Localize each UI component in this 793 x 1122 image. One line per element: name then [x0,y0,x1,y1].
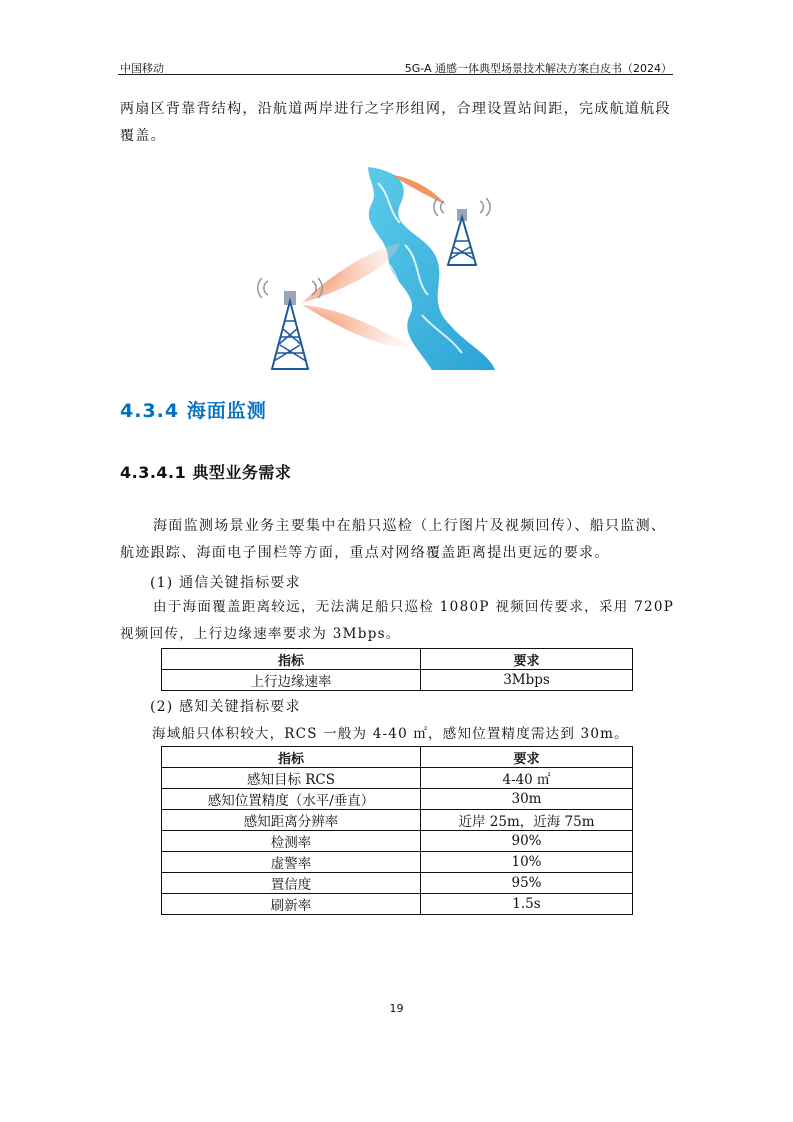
section-heading: 4.3.4 海面监测 [120,400,267,422]
req1-title: (1) 通信关键指标要求 [150,575,301,591]
signal-beam-icon [302,243,400,303]
table-cell: 刷新率 [162,894,421,915]
page-number: 19 [389,1002,404,1015]
intro-paragraph: 两扇区背靠背结构，沿航道两岸进行之字形组网，合理设置站间距，完成航道航段覆盖。 [120,101,671,144]
table-cell: 10% [421,852,633,873]
table-cell: 感知位置精度（水平/垂直） [162,789,421,810]
table-row [162,852,633,873]
table-header-cell: 要求 [421,747,633,768]
table-cell: 置信度 [162,873,421,894]
table-cell: 4-40 ㎡ [421,768,633,789]
table-header-cell: 指标 [162,649,421,670]
table-cell: 虚警率 [162,852,421,873]
req2-table [161,746,633,915]
table-cell: 95% [421,873,633,894]
header-doc-title: 5G-A 通感一体典型场景技术解决方案白皮书（2024） [404,62,672,75]
header-org: 中国移动 [120,62,164,75]
body-paragraph: 海面监测场景业务主要集中在船只巡检（上行图片及视频回传）、船只监测、航迹跟踪、海面电子围栏等方面，重点对网络覆盖距离提出更远的要求。 [120,518,667,561]
table-row [162,894,633,915]
table-cell: 90% [421,831,633,852]
table-row [162,670,633,691]
table-row [162,810,633,831]
req2-desc: 海域船只体积较大，RCS 一般为 4-40 ㎡，感知位置精度需达到 30m。 [152,726,629,742]
table-header-row [162,747,633,768]
table-cell: 30m [421,789,633,810]
table-cell: 近岸 25m，近海 75m [421,810,633,831]
table-row [162,873,633,894]
table-cell: 1.5s [421,894,633,915]
table-row [162,768,633,789]
table-cell: 检测率 [162,831,421,852]
req1-table [161,648,633,691]
req1-desc: 由于海面覆盖距离较远，无法满足船只巡检 1080P 视频回传要求，采用 720P 视频回传，上行边缘速率要求为 3Mbps。 [120,599,675,642]
river-coverage-figure [250,165,510,375]
table-cell: 感知目标 RCS [162,768,421,789]
table-cell: 感知距离分辨率 [162,810,421,831]
table-row [162,789,633,810]
table-header-cell: 指标 [162,747,421,768]
req2-title: (2) 感知关键指标要求 [150,699,301,715]
subsection-heading: 4.3.4.1 典型业务需求 [120,463,292,482]
table-row [162,831,633,852]
cell-tower-icon [258,278,322,369]
table-header-row [162,649,633,670]
header-divider [118,74,673,75]
table-header-cell: 要求 [421,649,633,670]
table-cell: 3Mbps [421,670,633,691]
table-cell: 上行边缘速率 [162,670,421,691]
